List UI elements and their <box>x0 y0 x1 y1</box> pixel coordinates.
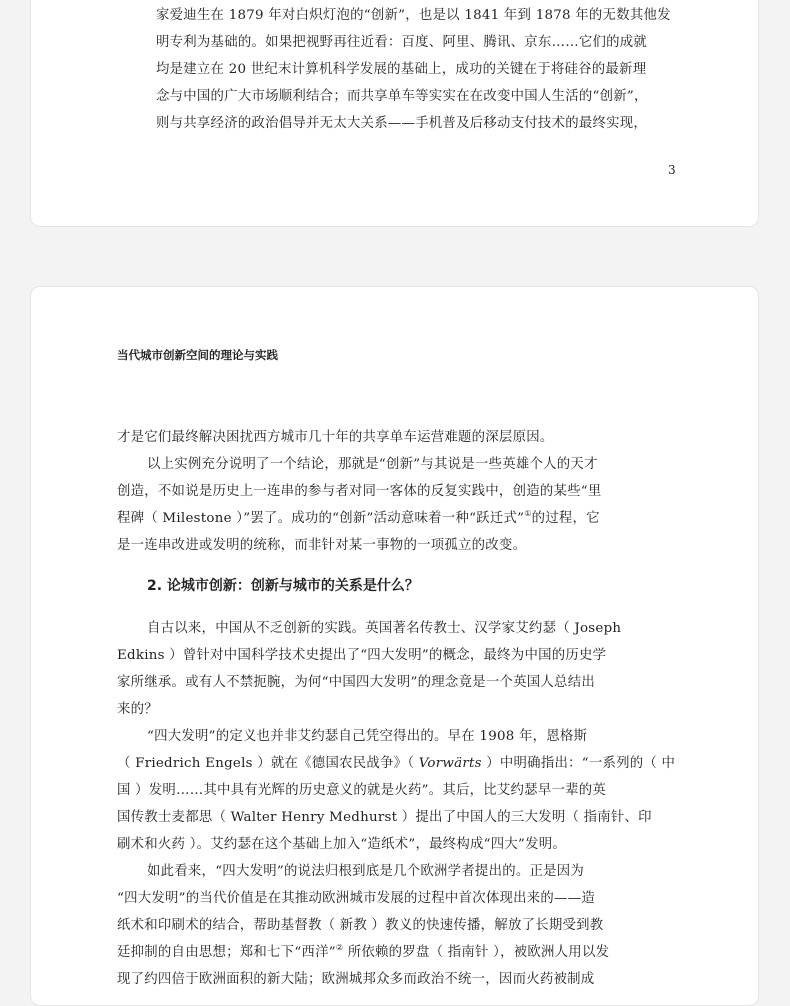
text-line: 才是它们最终解决困扰西方城市几十年的共享单车运营难题的深层原因。 <box>117 430 554 445</box>
text-line: 家所继承。或有人不禁扼腕，为何“中国四大发明”的理念竟是一个英国人总结出 <box>117 675 595 690</box>
footnote-mark: ② <box>335 943 344 952</box>
text-line: 国传教士麦都思（ Walter Henry Medhurst ）提出了中国人的三大发明（ 指南针、印 <box>117 810 652 825</box>
text-line: 自古以来，中国从不乏创新的实践。英国著名传教士、汉学家艾约瑟（ Joseph <box>147 621 622 636</box>
text-line: “四大发明”的定义也并非艾约瑟自己凭空得出的。早在 1908 年，恩格斯 <box>147 729 588 744</box>
text-line: 如此看来，“四大发明”的说法归根到底是几个欧洲学者提出的。正是因为 <box>147 864 585 879</box>
section-heading: 2. 论城市创新：创新与城市的关系是什么？ <box>147 578 419 594</box>
text-line: 来的？ <box>117 702 158 717</box>
text-line: 均是建立在 20 世纪末计算机科学发展的基础上，成功的关键在于将硅谷的最新理 <box>156 62 647 77</box>
text-line: 家爱迪生在 1879 年对白炽灯泡的“创新”，也是以 1841 年到 1878 年的无数其他发 <box>156 8 671 23</box>
text-line: 创造，不如说是历史上一连串的参与者对同一客体的反复实践中，创造的某些“里 <box>117 484 602 499</box>
page-2 <box>30 286 759 1006</box>
text-line: （ Friedrich Engels ）就在《德国农民战争》（ Vorwärts ）中明确指出：“一系列的（ 中 <box>117 756 676 771</box>
text-line: 程碑（ Milestone ）”罢了。成功的“创新”活动意味着一种“跃迁式”①的过程，它 <box>117 509 600 526</box>
page-number: 3 <box>668 163 676 177</box>
running-header: 当代城市创新空间的理论与实践 <box>117 348 278 362</box>
footnote-mark: ① <box>524 509 532 518</box>
text-line: 明专利为基础的。如果把视野再往近看：百度、阿里、腾讯、京东……它们的成就 <box>156 35 648 50</box>
text-line: 念与中国的广大市场顺利结合；而共享单车等实实在在改变中国人生活的“创新”， <box>156 89 648 104</box>
text-line: 国 ）发明……其中具有光辉的历史意义的就是火药”。其后，比艾约瑟早一辈的英 <box>117 783 607 798</box>
text-line: 纸术和印刷术的结合，帮助基督教（ 新教 ）教义的快速传播，解放了长期受到教 <box>117 918 604 933</box>
text-line: 现了约四倍于欧洲面积的新大陆；欧洲城邦众多而政治不统一，因而火药被制成 <box>117 972 595 987</box>
text-line: 廷抑制的自由思想；郑和七下“西洋”② 所依赖的罗盘（ 指南针 ），被欧洲人用以发 <box>117 943 610 960</box>
page-1 <box>30 0 759 227</box>
text-line: “四大发明”的当代价值是在其推动欧洲城市发展的过程中首次体现出来的——造 <box>117 891 595 906</box>
text-line: Edkins ）曾针对中国科学技术史提出了“四大发明”的概念，最终为中国的历史学 <box>117 648 607 663</box>
text-line: 是一连串改进或发明的统称，而非针对某一事物的一项孤立的改变。 <box>117 538 527 553</box>
text-line: 以上实例充分说明了一个结论，那就是“创新”与其说是一些英雄个人的天才 <box>147 457 598 472</box>
text-line: 刷术和火药 ）。艾约瑟在这个基础上加入“造纸术”，最终构成“四大”发明。 <box>117 837 567 852</box>
text-line: 则与共享经济的政治倡导并无太大关系——手机普及后移动支付技术的最终实现， <box>156 116 648 131</box>
